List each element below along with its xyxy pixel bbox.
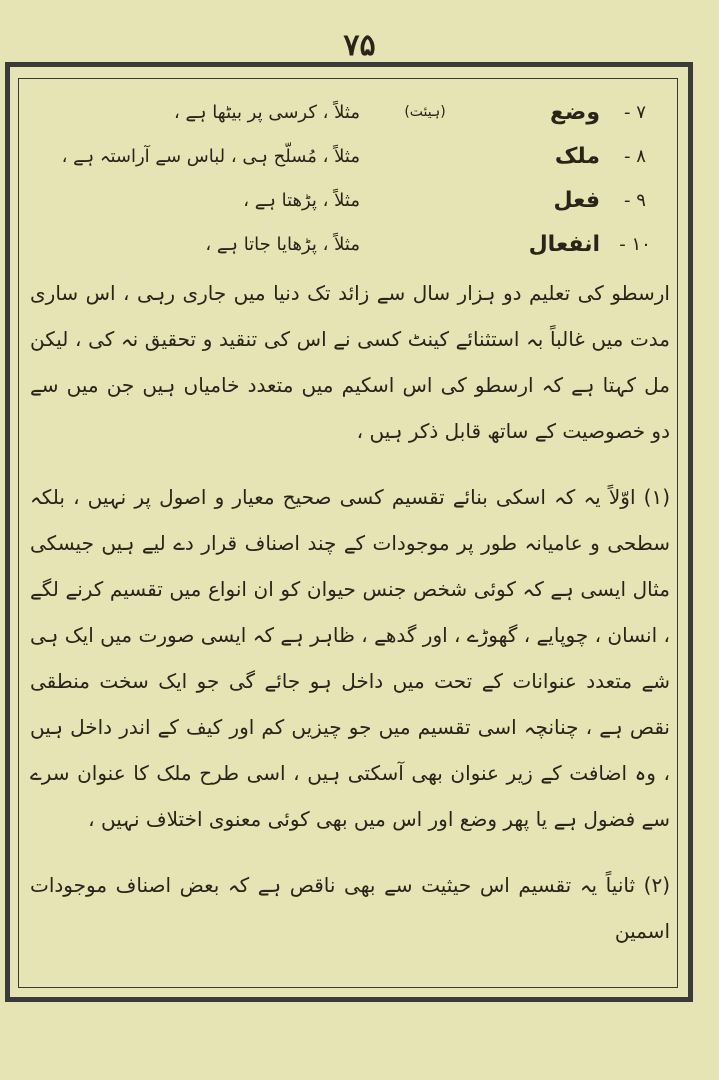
category-example: مثلاً ، پڑھایا جاتا ہے ، <box>205 233 360 255</box>
category-example: مثلاً ، پڑھتا ہے ، <box>243 189 360 211</box>
category-row <box>30 222 670 266</box>
categories-list <box>30 90 670 266</box>
paragraph-point-1: (۱) اوّلاً یہ کہ اسکی بنائے تقسیم کسی صحیح معیار و اصول پر نہیں ، بلکہ سطحی و عامیانہ طور پر موجودات کے چند اصناف قرار دے لیے ہیں جیسکی مثال ایسی ہے کہ کوئی شخص جنس حیوان کو ان انواع میں تقسیم کرنے لگے ، انسان ، چوپایے ، گھوڑے ، اور گدھے ، ظاہر ہے کہ ایسی صورت میں ایک ہی شے متعدد عنوانات کے تحت میں داخل ہو جائے گی جو ایک سخت منطقی نقص ہے ، چنانچہ اسی تقسیم میں جو چیزیں کم اور کیف کے اندر داخل ہیں ، وہ اضافت کے زیر عنوان بھی آسکتی ہیں ، اسی طرح ملک کا عنوان سرے سے فضول ہے یا پھر وضع اور اس میں بھی کوئی معنوی اختلاف نہیں ، <box>30 485 670 831</box>
category-example: مثلاً ، کرسی پر بیٹھا ہے ، <box>173 101 360 123</box>
category-row <box>30 90 670 134</box>
category-number: ۷ - <box>624 101 646 123</box>
page-content <box>30 90 670 980</box>
category-note: (ہیئت) <box>404 104 446 120</box>
category-term: انفعال <box>528 231 600 257</box>
category-term: وضع <box>550 99 600 125</box>
paragraph-point-2: (۲) ثانیاً یہ تقسیم اس حیثیت سے بھی ناقص ہے کہ بعض اصناف موجودات اسمین <box>30 873 670 943</box>
category-row <box>30 134 670 178</box>
paragraph-intro: ارسطو کی تعلیم دو ہزار سال سے زائد تک دنیا میں جاری رہی ، اس ساری مدت میں غالباً بہ استثنائے کینٹ کسی نے اس کی تنقید و تحقیق نہ کی ، لیکن مل کہتا ہے کہ ارسطو کی اس اسکیم میں متعدد خامیاں ہیں جن میں سے دو خصوصیت کے ساتھ قابل ذکر ہیں ، <box>30 281 670 443</box>
category-number: ۹ - <box>624 189 646 211</box>
category-example: مثلاً ، مُسلّح ہی ، لباس سے آراستہ ہے ، <box>61 145 360 167</box>
category-term: ملک <box>554 143 600 169</box>
page-number: ۷۵ <box>343 28 376 63</box>
category-number: ۸ - <box>624 145 646 167</box>
category-number: ۱۰ - <box>619 233 651 255</box>
category-row <box>30 178 670 222</box>
category-term: فعل <box>553 187 600 213</box>
